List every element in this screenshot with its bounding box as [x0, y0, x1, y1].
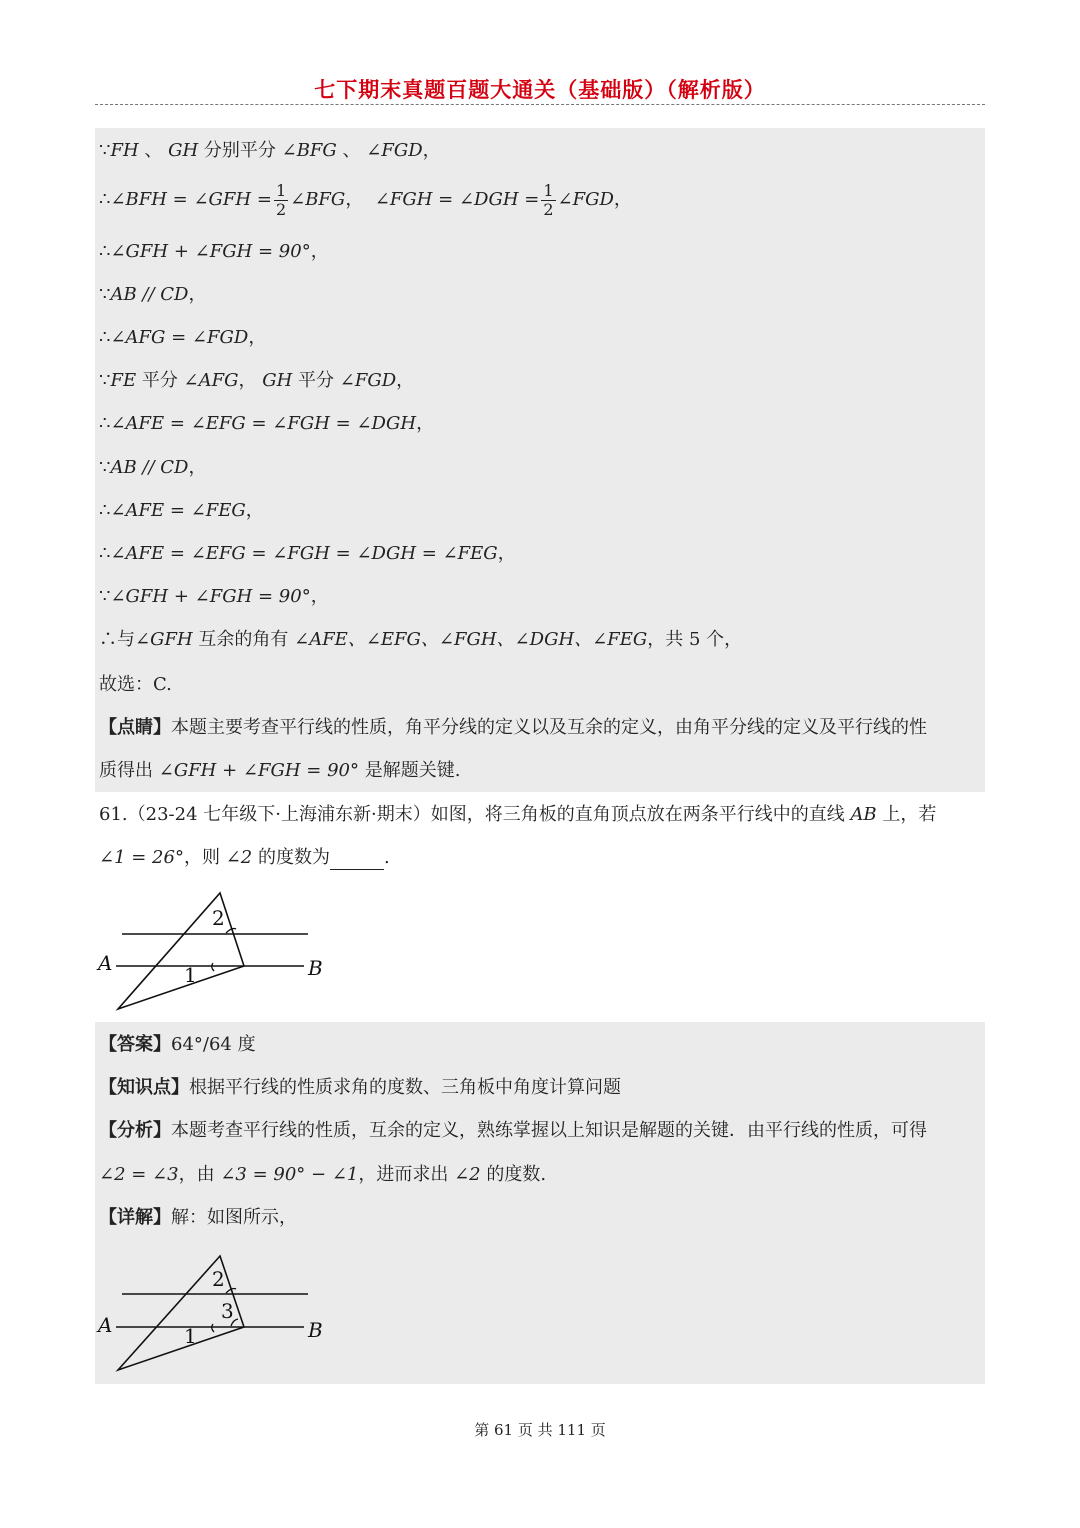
- label-angle-2: 2: [212, 1267, 225, 1291]
- angle-2-arc: [226, 929, 236, 934]
- comment-line-1: 【点睛】本题主要考查平行线的性质，角平分线的定义以及互余的定义，由角平分线的定义及平行线的性: [99, 717, 927, 738]
- analysis-line-1: 【分析】本题考查平行线的性质，互余的定义，熟练掌握以上知识是解题的关键．由平行线的性质，可得: [99, 1120, 927, 1141]
- triangle-parallel-lines-figure-with-angle-3: [96, 1248, 336, 1378]
- label-a: A: [98, 951, 113, 975]
- proof-line-5: ∴∠AFG = ∠FGD，: [99, 327, 267, 348]
- proof-line-7: ∴∠AFE = ∠EFG = ∠FGH = ∠DGH，: [99, 413, 435, 434]
- label-a: A: [98, 1313, 113, 1337]
- page-number-footer: 第 61 页 共 111 页: [474, 1421, 606, 1439]
- proof-line-10: ∴∠AFE = ∠EFG = ∠FGH = ∠DGH = ∠FEG，: [99, 543, 516, 564]
- detail-line: 【详解】解：如图所示，: [99, 1207, 297, 1228]
- solution-panel-previous: [95, 128, 985, 792]
- answer-line: 【答案】64°/64 度: [99, 1034, 256, 1055]
- fraction-half: $\frac{1}{2}$: [275, 180, 287, 219]
- label-angle-1: 1: [184, 963, 197, 987]
- label-b: B: [308, 956, 323, 980]
- page-header-title: 七下期末真题百题大通关（基础版）（解析版）: [314, 78, 766, 102]
- label-angle-1: 1: [184, 1324, 197, 1348]
- angle-1-arc: [212, 963, 214, 971]
- proof-line-2: ∴∠BFH = ∠GFH = $\frac{1}{2}$ ∠BFG， ∠FGH = ∠DGH = $\frac{1}{2}$ ∠FGD，: [99, 180, 632, 219]
- proof-line-4: ∵AB // CD，: [99, 284, 207, 305]
- proof-line-9: ∴∠AFE = ∠FEG，: [99, 500, 264, 521]
- header-divider: [95, 104, 985, 105]
- comment-line-2: 质得出 ∠GFH + ∠FGH = 90° 是解题关键.: [99, 760, 461, 781]
- fraction-half: $\frac{1}{2}$: [543, 180, 554, 219]
- set-square-triangle: [118, 893, 244, 1009]
- proof-line-3: ∴∠GFH + ∠FGH = 90°，: [99, 241, 329, 262]
- label-angle-2: 2: [212, 906, 225, 930]
- label-b: B: [308, 1318, 323, 1342]
- angle-1-arc: [212, 1324, 214, 1332]
- analysis-line-2: ∠2 = ∠3，由 ∠3 = 90° − ∠1，进而求出 ∠2 的度数.: [99, 1164, 547, 1185]
- problem-61-line-2: ∠1 = 26°，则 ∠2 的度数为 .: [99, 847, 390, 868]
- proof-line-12: ∴与∠GFH 互余的角有 ∠AFE、∠EFG、∠FGH、∠DGH、∠FEG，共 5 个，: [99, 629, 743, 650]
- answer-choice: 故选：C.: [99, 674, 172, 695]
- knowledge-line: 【知识点】根据平行线的性质求角的度数、三角板中角度计算问题: [99, 1077, 621, 1098]
- label-angle-3: 3: [221, 1299, 234, 1323]
- proof-line-11: ∵∠GFH + ∠FGH = 90°，: [99, 586, 329, 607]
- proof-line-8: ∵AB // CD，: [99, 457, 207, 478]
- proof-line-1: ∵FH 、 GH 分别平分 ∠BFG 、 ∠FGD，: [99, 140, 441, 161]
- problem-61-line-1: 61.（23-24 七年级下·上海浦东新·期末）如图，将三角板的直角顶点放在两条平行线中的直线 AB 上，若: [99, 804, 937, 825]
- answer-blank: [330, 851, 384, 870]
- proof-line-6: ∵FE 平分 ∠AFG， GH 平分 ∠FGD，: [99, 370, 415, 391]
- triangle-parallel-lines-figure: [96, 885, 336, 1015]
